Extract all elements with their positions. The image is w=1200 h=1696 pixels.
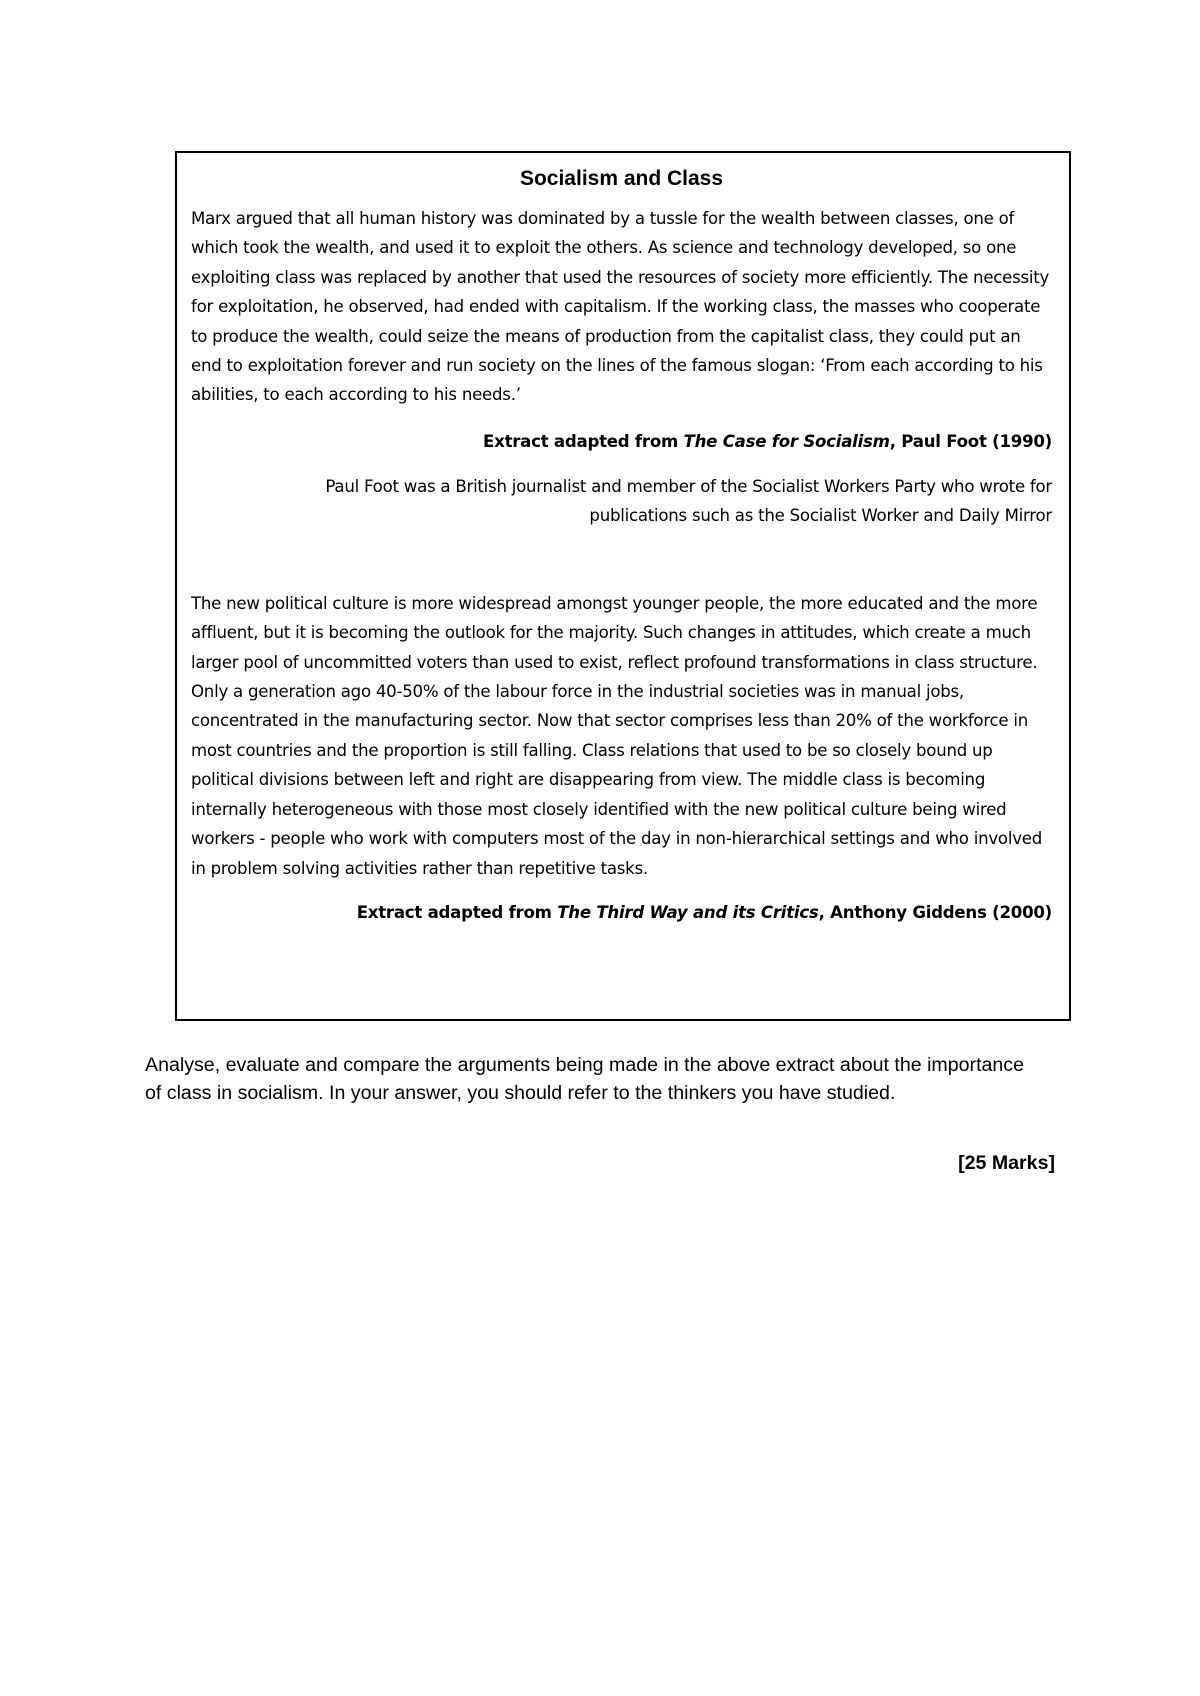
extract-box xyxy=(175,151,1071,1021)
extract-2-text: The new political culture is more widespread amongst younger people, the more educated and the more affluent, but it is becoming the outlook for the majority. Such changes in attitudes, which create a much larger pool of uncommitted voters than used to exist, reflect profound transformations in class structure. Only a generation ago 40-50% of the labour force in the industrial societies was in manual jobs, concentrated in the manufacturing sector. Now that sector comprises less than 20% of the workforce in most countries and the proportion is still falling. Class relations that used to be so closely bound up political divisions between left and right are disappearing from view. The middle class is becoming internally heterogeneous with those most closely identified with the new political culture being wired workers - people who work with computers most of the day in non-hierarchical settings and who involved in problem solving activities rather than repetitive tasks. xyxy=(191,593,1043,878)
extract-1-citation-prefix: Extract adapted from xyxy=(483,431,684,451)
extract-2-citation-work: The Third Way and its Critics xyxy=(557,902,819,922)
author-bio-line-2: publications such as the Socialist Worker and Daily Mirror xyxy=(589,505,1052,525)
extract-title: Socialism and Class xyxy=(519,167,724,190)
extract-2-citation-prefix: Extract adapted from xyxy=(356,902,558,922)
extract-1-citation-suffix: , Paul Foot (1990) xyxy=(889,431,1052,451)
extract-2-citation xyxy=(191,901,1052,925)
extract-1-text: Marx argued that all human history was dominated by a tussle for the wealth between classes, one of which took the wealth, and used it to exploit the others. As science and technology developed, so one exploiting class was replaced by another that used the resources of society more efficiently. The necessity for exploitation, he observed, had ended with capitalism. If the working class, the masses who cooperate to produce the wealth, could seize the means of production from the capitalist class, they could put an end to exploitation forever and run society on the lines of the famous slogan: ‘From each according to his abilities, to each according to his needs.’ xyxy=(191,209,1050,405)
question-text: Analyse, evaluate and compare the arguments being made in the above extract about the importance of class in socialism. In your answer, you should refer to the thinkers you have studied. xyxy=(145,1054,1025,1104)
marks-label: [25 Marks] xyxy=(958,1152,1055,1174)
extract-2-citation-suffix: , Anthony Giddens (2000) xyxy=(818,902,1052,922)
author-bio-line-1: Paul Foot was a British journalist and member of the Socialist Workers Party who wrote for xyxy=(325,476,1052,496)
extract-1-citation-work: The Case for Socialism xyxy=(683,431,890,451)
extract-1-citation xyxy=(191,430,1052,454)
author-bio xyxy=(191,472,1052,530)
